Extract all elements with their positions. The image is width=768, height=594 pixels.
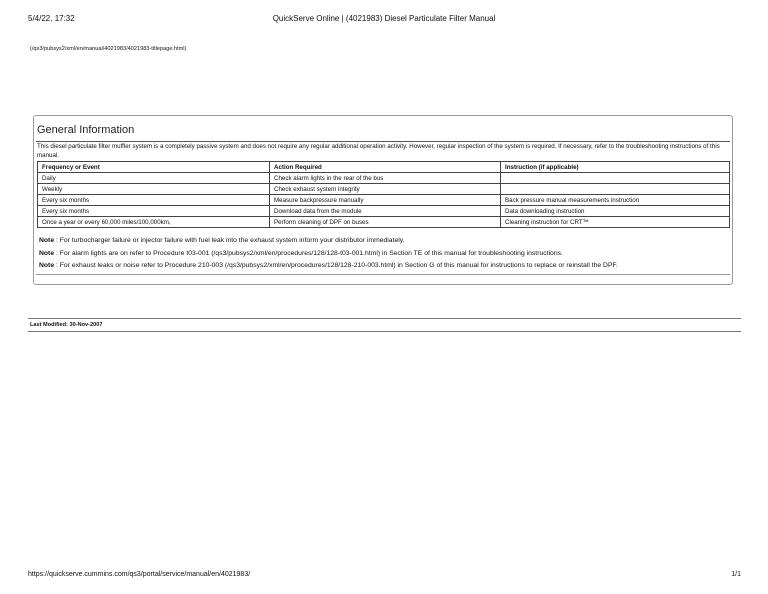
note-item: [39, 248, 729, 261]
general-information-panel: [33, 115, 733, 285]
table-row: [38, 184, 730, 195]
note-item: [39, 235, 729, 248]
note-text: : For turbocharger failure or injector failure with fuel leak into the exhaust system inform your distributor immediately.: [54, 237, 405, 244]
note-text[interactable]: : For alarm lights are on refer to Procedure t03-001 (/qs3/pubsys2/xml/en/procedures/128/128-t03-001.html) in Section TE of this manual for troubleshooting instructions.: [54, 249, 563, 257]
table-cell: Check alarm lights in the rear of the bus: [270, 173, 501, 184]
note-item: [39, 260, 729, 273]
table-cell: Download data from the module: [270, 206, 501, 217]
table-cell: Daily: [38, 173, 270, 184]
column-header: Frequency or Event: [38, 162, 270, 173]
table-cell: [501, 184, 730, 195]
column-header: Action Required: [270, 162, 501, 173]
section-title: General Information: [37, 124, 135, 136]
print-page-title: QuickServe Online | (4021983) Diesel Particulate Filter Manual: [272, 14, 496, 23]
print-footer-url: https://quickserve.cummins.com/qs3/portal/service/manual/en/4021983/: [28, 571, 251, 578]
table-cell: Weekly: [38, 184, 270, 195]
table-row: [38, 217, 730, 228]
table-cell[interactable]: Back pressure manual measurements instruction: [501, 195, 730, 206]
section-description: This diesel particulate filter muffler system is a completely passive system and does not require any regular additional operation activity. However, regular inspection of the system is required. If necessary, refer to the troubleshooting instructions of this manual.: [37, 143, 720, 160]
column-header: Instruction (if applicable): [501, 162, 730, 173]
note-label: Note: [39, 249, 55, 257]
table-cell: Once a year or every 60,000 miles/100,000km,: [38, 217, 270, 228]
footer-divider: [28, 331, 741, 332]
print-date: 5/4/22, 17:32: [28, 14, 75, 23]
panel-bottom-divider: [36, 274, 730, 275]
table-cell: Every six months: [38, 195, 270, 206]
table-cell: Perform cleaning of DPF on buses: [270, 217, 501, 228]
footer-divider: [28, 318, 741, 319]
page-number: 1/1: [731, 571, 741, 578]
note-text[interactable]: : For exhaust leaks or noise refer to Procedure 210-003 (/qs3/pubsys2/xml/en/procedures/128/128-210-003.html) in Section G of this manual for instructions to replace or reinstall the DPF.: [54, 262, 618, 269]
table-cell: Measure backpressure manually: [270, 195, 501, 206]
table-header-row: [38, 162, 730, 173]
table-cell[interactable]: Data downloading instruction: [501, 206, 730, 217]
note-label: Note: [39, 237, 55, 244]
maintenance-schedule-table: [37, 161, 730, 228]
table-cell: Every six months: [38, 206, 270, 217]
table-cell[interactable]: Cleaning instruction for CRT™: [501, 217, 730, 228]
table-row: [38, 195, 730, 206]
table-cell: Check exhaust system integrity: [270, 184, 501, 195]
note-label: Note: [39, 262, 55, 269]
notes-list: [39, 235, 729, 273]
table-row: [38, 173, 730, 184]
table-row: [38, 206, 730, 217]
last-modified: Last Modified: 30-Nov-2007: [30, 322, 103, 328]
page-path[interactable]: (/qs3/pubsys2/xml/en/manual/4021983/4021983-titlepage.html): [30, 46, 187, 52]
table-cell: [501, 173, 730, 184]
